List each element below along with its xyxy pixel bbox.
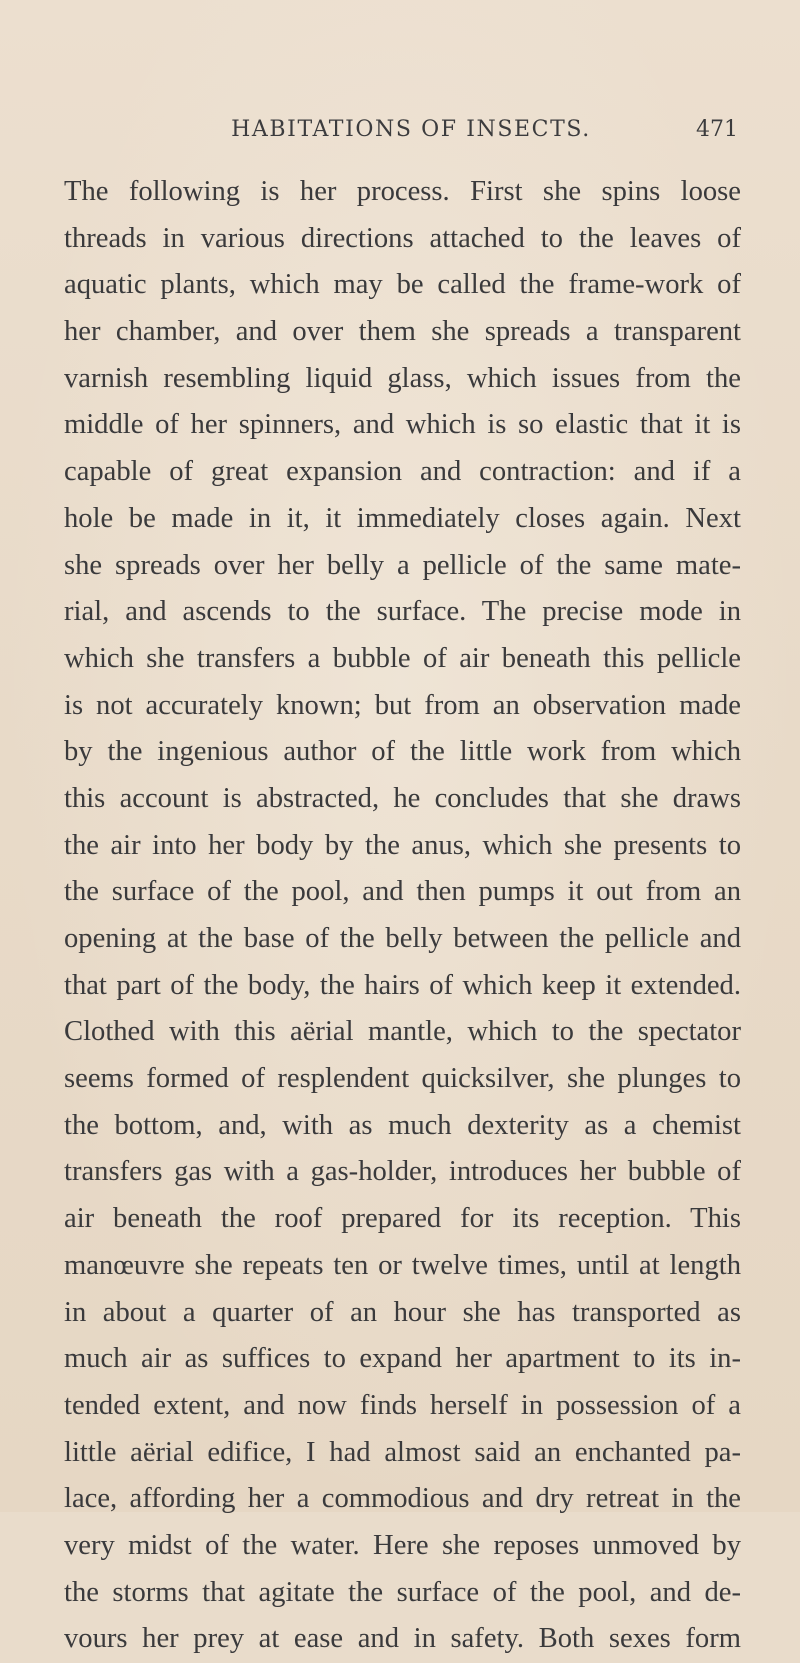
text-line: her chamber, and over them she spreads a transparent xyxy=(64,316,741,348)
running-head xyxy=(64,117,738,151)
running-title: HABITATIONS OF INSECTS. xyxy=(231,117,591,142)
text-line: air beneath the roof prepared for its reception. This xyxy=(64,1203,741,1235)
text-line: Clothed with this aërial mantle, which to the spectator xyxy=(64,1016,741,1048)
text-line: capable of great expansion and contraction: and if a xyxy=(64,456,741,488)
page-number: 471 xyxy=(696,117,738,142)
text-line: in about a quarter of an hour she has transported as xyxy=(64,1296,741,1328)
text-line: opening at the base of the belly between the pellicle and xyxy=(64,923,741,954)
text-line: the bottom, and, with as much dexterity as a chemist xyxy=(64,1109,741,1141)
text-line: vours her prey at ease and in safety. Both sexes form xyxy=(64,1623,741,1655)
text-line: this account is abstracted, he concludes that she draws xyxy=(64,782,741,814)
text-line: hole be made in it, it immediately closes again. Next xyxy=(64,502,741,534)
text-line: very midst of the water. Here she reposes unmoved by xyxy=(64,1529,741,1561)
text-line: tended extent, and now finds herself in possession of a xyxy=(64,1389,741,1421)
text-line: she spreads over her belly a pellicle of the same mate- xyxy=(64,549,741,581)
text-line: the air into her body by the anus, which she presents to xyxy=(64,829,741,861)
text-line: seems formed of resplendent quicksilver, she plunges to xyxy=(64,1063,741,1095)
text-line: the surface of the pool, and then pumps it out from an xyxy=(64,876,741,908)
text-line: aquatic plants, which may be called the frame-work of xyxy=(64,269,741,301)
text-line: manœuvre she repeats ten or twelve times, until at length xyxy=(64,1249,741,1281)
text-line: which she transfers a bubble of air beneath this pellicle xyxy=(64,642,741,674)
text-line: The following is her process. First she spins loose xyxy=(64,176,741,207)
text-line: by the ingenious author of the little work from which xyxy=(64,736,741,768)
text-line: middle of her spinners, and which is so elastic that it is xyxy=(64,409,741,441)
text-line: lace, affording her a commodious and dry retreat in the xyxy=(64,1483,741,1515)
text-line: rial, and ascends to the surface. The precise mode in xyxy=(64,596,741,628)
text-line: is not accurately known; but from an observation made xyxy=(64,689,741,721)
text-line: threads in various directions attached to the leaves of xyxy=(64,222,741,254)
text-line: the storms that agitate the surface of the pool, and de- xyxy=(64,1576,741,1608)
text-line: varnish resembling liquid glass, which issues from the xyxy=(64,362,741,394)
text-line: that part of the body, the hairs of which keep it extended. xyxy=(64,969,741,1001)
text-line: transfers gas with a gas-holder, introduces her bubble of xyxy=(64,1156,741,1188)
body-paragraph xyxy=(64,169,741,1663)
text-line: little aërial edifice, I had almost said an enchanted pa- xyxy=(64,1436,741,1468)
text-line: much air as suffices to expand her apartment to its in- xyxy=(64,1343,741,1375)
